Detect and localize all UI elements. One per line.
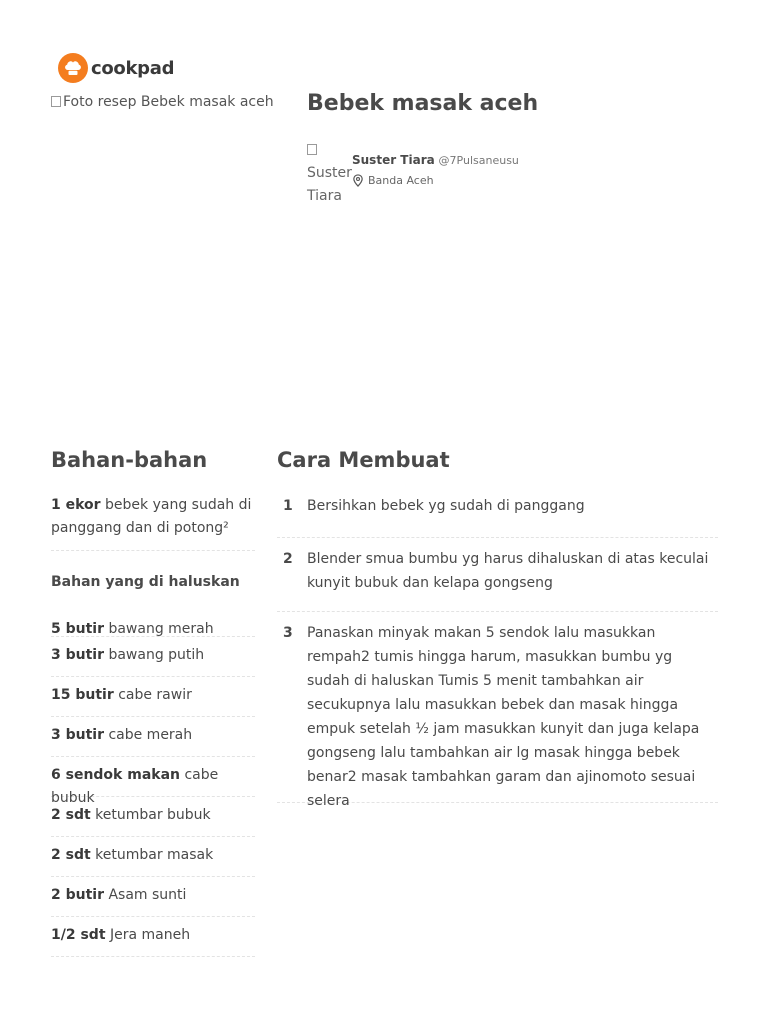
step-number: 3 [283, 625, 293, 641]
step-number: 1 [283, 498, 293, 514]
author-handle[interactable]: @7Pulsaneusu [438, 154, 519, 167]
broken-image-icon [307, 144, 317, 155]
broken-image-icon [51, 96, 61, 107]
author-location [352, 174, 519, 187]
author-name[interactable]: Suster Tiara [352, 153, 435, 167]
ingredient-item: 3 butir cabe merah [51, 717, 255, 757]
step-text: Panaskan minyak makan 5 sendok lalu masukkan rempah2 tumis hingga harum, masukkan bumbu yg sudah di haluskan Tumis 5 menit tambahkan air secukupnya lalu masukkan bebek dan masak hingga empuk setelah ½ jam masukkan kunyit dan juga kelapa gongseng lalu tambahkan air lg masak hingga bebek benar2 masak tambahkan garam dan ajinomoto sesuai selera [307, 625, 700, 809]
ingredient-item: 6 sendok makan cabe bubuk [51, 757, 255, 797]
recipe-photo [51, 94, 277, 394]
step-text: Blender smua bumbu yg harus dihaluskan di atas keculai kunyit bubuk dan kelapa gongseng [307, 551, 709, 591]
author-avatar-alt: Suster Tiara [307, 165, 352, 204]
recipe-photo-alt: Foto resep Bebek masak aceh [63, 94, 274, 110]
ingredient-item: 2 sdt ketumbar masak [51, 837, 255, 877]
location-pin-icon [352, 174, 364, 187]
author-avatar[interactable] [307, 139, 351, 208]
ingredient-item: 5 butir bawang merah [51, 597, 255, 637]
step-number: 2 [283, 551, 293, 567]
author-location-text: Banda Aceh [368, 174, 434, 187]
ingredient-item: 1 ekor bebek yang sudah di panggang dan di potong² [51, 494, 255, 551]
cookpad-logo[interactable] [58, 52, 174, 84]
ingredients-list [51, 494, 255, 957]
ingredient-group-header: Bahan yang di haluskan [51, 574, 240, 590]
chef-hat-icon [58, 53, 88, 83]
ingredient-item: 1/2 sdt Jera maneh [51, 917, 255, 957]
author-info [352, 151, 519, 187]
steps-list [277, 494, 718, 809]
step-item [277, 538, 718, 612]
ingredient-item: 15 butir cabe rawir [51, 677, 255, 717]
ingredient-item: 2 sdt ketumbar bubuk [51, 797, 255, 837]
steps-heading: Cara Membuat [277, 448, 450, 472]
brand-name: cookpad [91, 57, 175, 79]
ingredient-item: 3 butir bawang putih [51, 637, 255, 677]
step-text: Bersihkan bebek yg sudah di panggang [307, 498, 585, 514]
ingredients-heading: Bahan-bahan [51, 448, 208, 472]
step-item [277, 612, 718, 809]
ingredient-item: 2 butir Asam sunti [51, 877, 255, 917]
recipe-title: Bebek masak aceh [307, 91, 539, 116]
step-item [277, 494, 718, 538]
